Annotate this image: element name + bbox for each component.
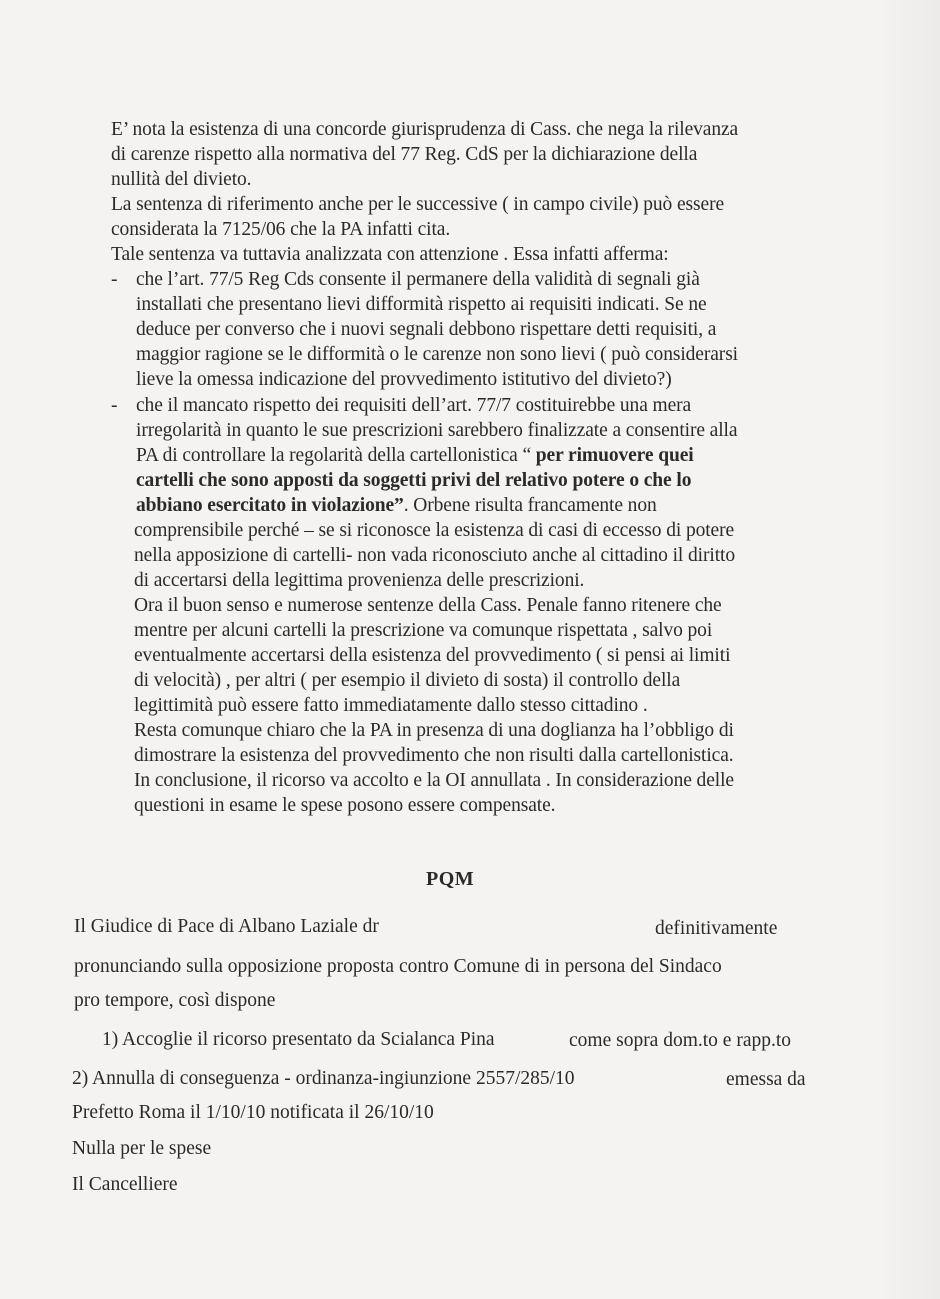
text-line: di carenze rispetto alla normativa del 77 Reg. CdS per la dichiarazione della bbox=[111, 144, 698, 165]
text-line: maggior ragione se le difformità o le carenze non sono lievi ( può considerarsi bbox=[136, 344, 738, 365]
text-line: emessa da bbox=[726, 1069, 806, 1090]
text-line bbox=[136, 493, 657, 518]
bold-quote: per rimuovere quei bbox=[535, 445, 694, 466]
bold-quote: abbiano esercitato in violazione” bbox=[136, 495, 404, 516]
bold-quote: cartelli che sono apposti da soggetti privi del relativo potere o che lo bbox=[136, 470, 692, 491]
text-line: eventualmente accertarsi della esistenza del provvedimento ( si pensi ai limiti bbox=[134, 645, 731, 666]
text-line: Il Giudice di Pace di Albano Laziale dr bbox=[74, 916, 379, 937]
text-line: nella apposizione di cartelli- non vada riconosciuto anche al cittadino il diritto bbox=[134, 545, 735, 566]
text-line: Ora il buon senso e numerose sentenze della Cass. Penale fanno ritenere che bbox=[134, 595, 722, 616]
text-line: considerata la 7125/06 che la PA infatti cita. bbox=[111, 219, 451, 240]
list-dash: - bbox=[111, 269, 118, 290]
text-line: legittimità può essere fatto immediatamente dallo stesso cittadino . bbox=[134, 695, 648, 716]
text-line: di accertarsi della legittima provenienza delle prescrizioni. bbox=[134, 570, 585, 591]
text-line: nullità del divieto. bbox=[111, 169, 252, 190]
text-line: che il mancato rispetto dei requisiti dell’art. 77/7 costituirebbe una mera bbox=[136, 395, 692, 416]
text-line: E’ nota la esistenza di una concorde giurisprudenza di Cass. che nega la rilevanza bbox=[111, 119, 739, 140]
text-line: Prefetto Roma il 1/10/10 notificata il 26/10/10 bbox=[72, 1102, 434, 1123]
text-line bbox=[136, 443, 694, 468]
text-line: questioni in esame le spese posono essere compensate. bbox=[134, 795, 556, 816]
text-line: Tale sentenza va tuttavia analizzata con attenzione . Essa infatti afferma: bbox=[111, 244, 669, 265]
text-line: irregolarità in quanto le sue prescrizioni sarebbero finalizzate a consentire alla bbox=[136, 420, 738, 441]
text-line: pronunciando sulla opposizione proposta contro Comune di in persona del Sindaco bbox=[74, 956, 722, 977]
scan-shadow bbox=[880, 0, 940, 1299]
list-item: 1) Accoglie il ricorso presentato da Scialanca Pina bbox=[102, 1029, 495, 1050]
text-line: deduce per converso che i nuovi segnali debbono rispettare detti requisiti, a bbox=[136, 319, 717, 340]
text-line: lieve la omessa indicazione del provvedimento istitutivo del divieto?) bbox=[136, 369, 672, 390]
text-line: installati che presentano lievi difformità rispetto ai requisiti indicati. Se ne bbox=[136, 294, 707, 315]
section-heading: PQM bbox=[426, 868, 475, 890]
text-line: di velocità) , per altri ( per esempio il divieto di sosta) il controllo della bbox=[134, 670, 681, 691]
text-line: pro tempore, così dispone bbox=[74, 990, 276, 1011]
text-line: dimostrare la esistenza del provvedimento che non risulti dalla cartellonistica. bbox=[134, 745, 734, 766]
text-span: . Orbene risulta francamente non bbox=[403, 495, 657, 516]
signature-label: Il Cancelliere bbox=[72, 1174, 178, 1195]
text-line: mentre per alcuni cartelli la prescrizione va comunque rispettata , salvo poi bbox=[134, 620, 713, 641]
text-line: che l’art. 77/5 Reg Cds consente il permanere della validità di segnali già bbox=[136, 269, 700, 290]
list-item: 2) Annulla di conseguenza - ordinanza-ingiunzione 2557/285/10 bbox=[72, 1068, 575, 1089]
text-line: definitivamente bbox=[655, 918, 778, 939]
text-line: comprensibile perché – se si riconosce la esistenza di casi di eccesso di potere bbox=[134, 520, 735, 541]
text-line: come sopra dom.to e rapp.to bbox=[569, 1030, 792, 1051]
text-line: Nulla per le spese bbox=[72, 1138, 212, 1159]
text-span: PA di controllare la regolarità della cartellonistica “ bbox=[136, 445, 536, 466]
text-line: La sentenza di riferimento anche per le successive ( in campo civile) può essere bbox=[111, 194, 725, 215]
text-line: Resta comunque chiaro che la PA in presenza di una doglianza ha l’obbligo di bbox=[134, 720, 734, 741]
list-dash: - bbox=[111, 395, 118, 416]
text-line: In conclusione, il ricorso va accolto e la OI annullata . In considerazione delle bbox=[134, 770, 734, 791]
